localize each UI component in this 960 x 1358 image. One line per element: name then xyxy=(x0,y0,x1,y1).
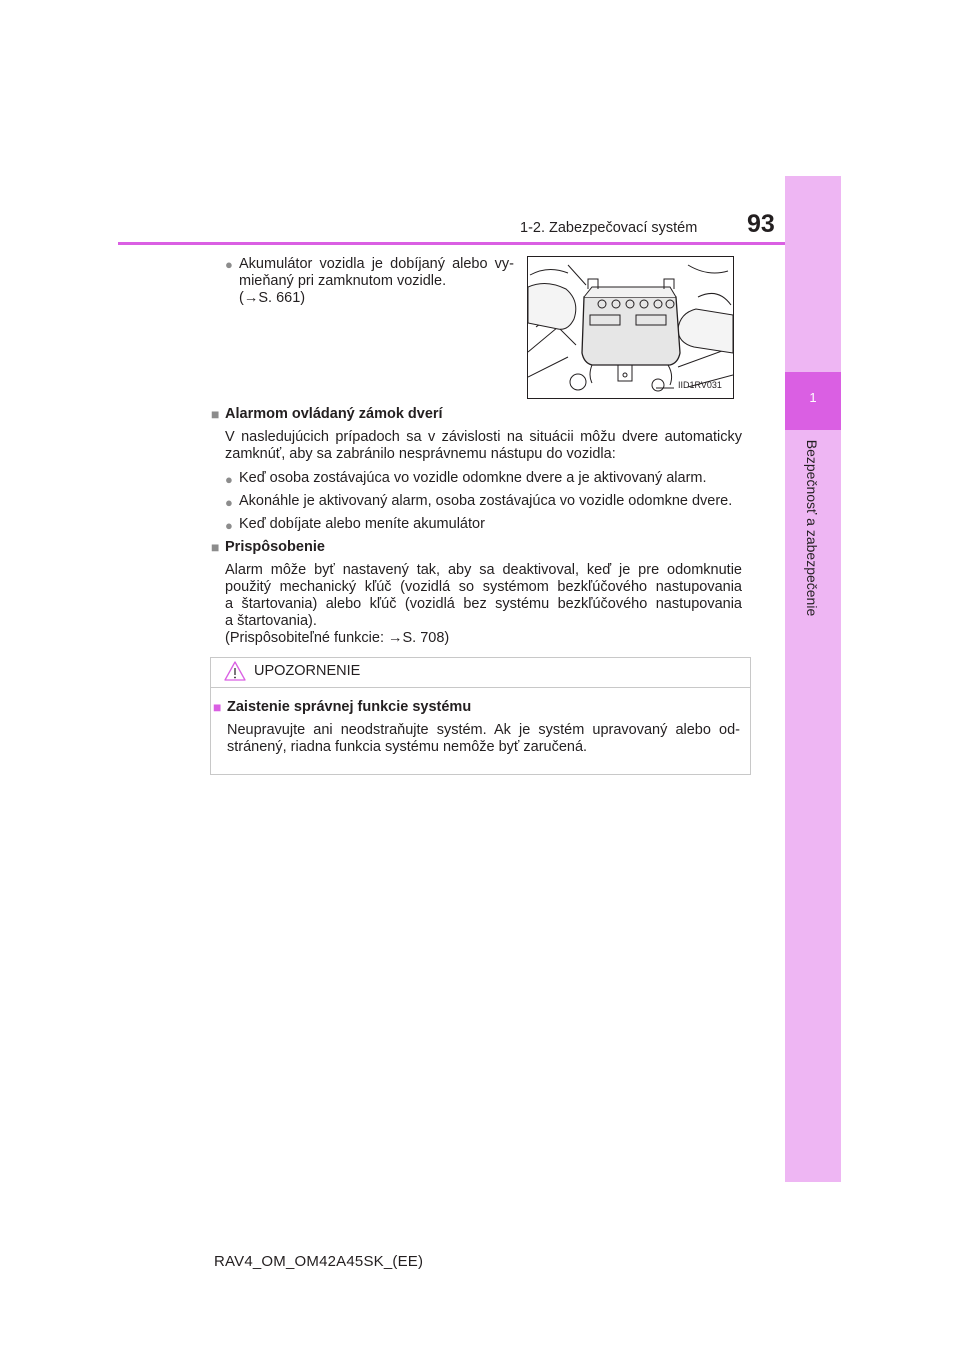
footer-model-code: RAV4_OM_OM42A45SK_(EE) xyxy=(214,1253,424,1270)
ref-paren: ( xyxy=(239,290,244,306)
text-line: V nasledujúcich prípadoch sa v závislosti na situácii môžu dvere automaticky xyxy=(225,429,742,445)
illustration-code: IID1RV031 xyxy=(678,380,722,390)
text-line: a štartovania). xyxy=(225,613,317,629)
warning-heading: Zaistenie správnej funkcie systému xyxy=(227,699,472,715)
text-line: použitý mechanický kľúč (vozidlá so systémom bezkľúčového nastupovania xyxy=(225,579,742,595)
alarm-lock-intro xyxy=(225,429,742,463)
chapter-title-text: Bezpečnosť a zabezpečenie xyxy=(804,439,820,617)
section-heading-customization: Prispôsobenie xyxy=(225,539,325,555)
page-reference[interactable] xyxy=(239,290,514,307)
ref-text: S. 661) xyxy=(258,290,306,306)
list-item: Akonáhle je aktivovaný alarm, osoba zostávajúca vo vozidle odomkne dvere. xyxy=(239,493,733,509)
customization-body xyxy=(225,562,742,647)
section-title: 1-2. Zabezpečovací systém xyxy=(520,220,698,236)
bullet-icon: ● xyxy=(225,518,233,533)
bullet-icon: ● xyxy=(225,472,233,487)
bullet-icon: ● xyxy=(225,495,233,510)
list-item: Keď dobíjate alebo meníte akumulátor xyxy=(239,516,485,532)
arrow-icon: → xyxy=(243,290,259,306)
battery-drawing xyxy=(528,257,733,398)
warning-title: UPOZORNENIE xyxy=(254,663,361,679)
warning-triangle-icon xyxy=(223,660,247,687)
warning-divider xyxy=(210,687,751,688)
arrow-icon: → xyxy=(388,630,403,646)
text-line: Akumulátor vozidla je dobíjaný alebo vy- xyxy=(239,256,514,272)
section-heading-alarm-lock: Alarmom ovládaný zámok dverí xyxy=(225,406,443,422)
square-bullet-icon: ■ xyxy=(211,539,220,555)
page-number: 93 xyxy=(747,210,775,238)
warning-body xyxy=(227,722,740,756)
list-item: Keď osoba zostávajúca vo vozidle odomkne dvere a je aktivovaný alarm. xyxy=(239,470,707,486)
ref-text: S. 708) xyxy=(402,630,450,646)
text-line: a štartovania) alebo kľúč (vozidlá bez systému bezkľúčového nastupovania xyxy=(225,596,742,612)
text-line: Neupravujte ani neodstraňujte systém. Ak je systém upravovaný alebo od- xyxy=(227,722,740,738)
battery-note xyxy=(239,256,514,307)
bullet-icon: ● xyxy=(225,257,233,272)
square-bullet-icon: ■ xyxy=(211,406,220,422)
chapter-side-tab xyxy=(785,176,841,1182)
square-bullet-icon: ■ xyxy=(213,699,222,715)
page-reference[interactable] xyxy=(225,630,742,647)
battery-illustration xyxy=(527,256,734,399)
text-line: zamknúť, aby sa zabránilo nesprávnemu nástupu do vozidla: xyxy=(225,446,616,462)
text-line: stránený, riadna funkcia systému nemôže byť zaručená. xyxy=(227,739,588,755)
ref-prefix: (Prispôsobiteľné funkcie: xyxy=(225,630,389,646)
text-line: Alarm môže byť nastavený tak, aby sa deaktivoval, keď je pre odomknutie xyxy=(225,562,742,578)
text-line: mieňaný pri zamknutom vozidle. xyxy=(239,273,447,289)
header-divider xyxy=(118,242,785,245)
chapter-number: 1 xyxy=(809,390,817,405)
